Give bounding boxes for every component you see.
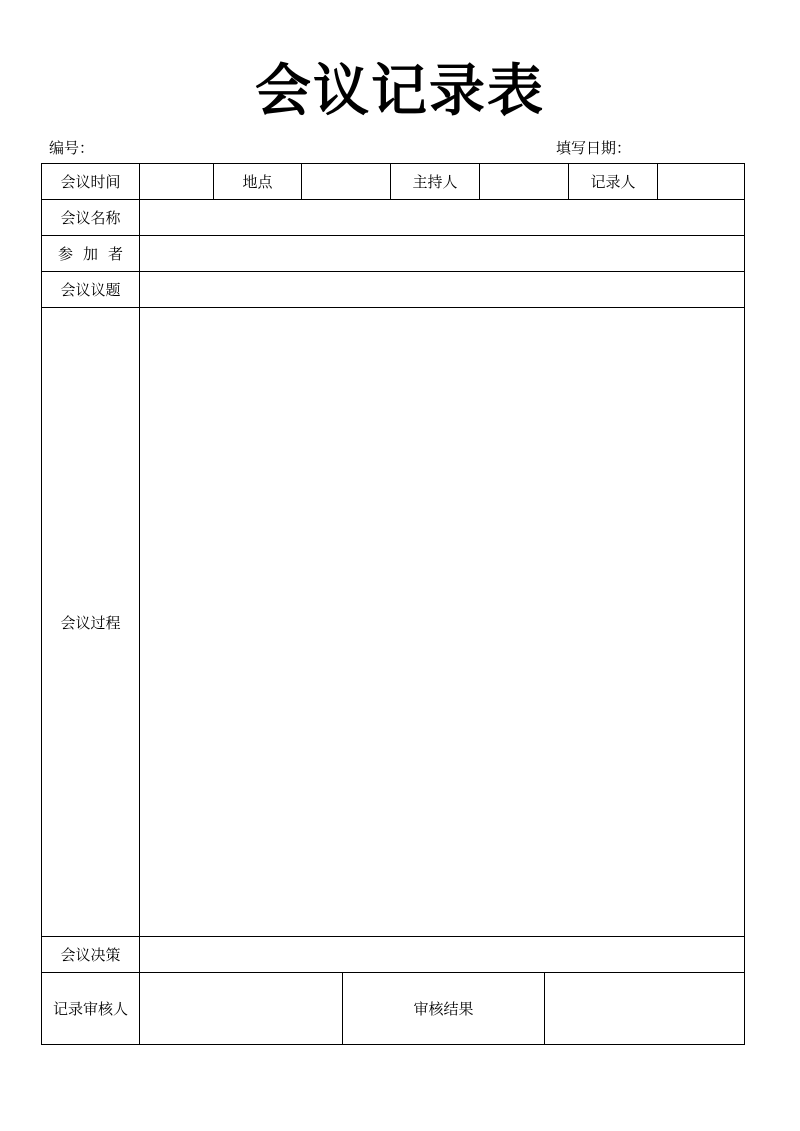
meeting-name-field[interactable] xyxy=(140,200,745,236)
table-row xyxy=(42,308,745,937)
decision-label: 会议决策 xyxy=(42,937,140,973)
table-row xyxy=(42,937,745,973)
process-field[interactable] xyxy=(140,308,745,937)
reviewer-label: 记录审核人 xyxy=(42,973,140,1045)
host-field[interactable] xyxy=(480,164,569,200)
table-row xyxy=(42,272,745,308)
recorder-label: 记录人 xyxy=(569,164,658,200)
meeting-time-field[interactable] xyxy=(140,164,214,200)
table-row xyxy=(42,200,745,236)
decision-field[interactable] xyxy=(140,937,745,973)
review-result-field[interactable] xyxy=(545,973,745,1045)
table-row xyxy=(42,164,745,200)
location-label: 地点 xyxy=(214,164,302,200)
number-label: 编号： xyxy=(49,139,95,157)
meeting-name-label: 会议名称 xyxy=(42,200,140,236)
process-label: 会议过程 xyxy=(42,308,140,937)
location-field[interactable] xyxy=(302,164,391,200)
meeting-time-label: 会议时间 xyxy=(42,164,140,200)
document-title: 会议记录表 xyxy=(255,58,545,124)
topic-field[interactable] xyxy=(140,272,745,308)
review-result-label: 审核结果 xyxy=(343,973,545,1045)
topic-label: 会议议题 xyxy=(42,272,140,308)
table-row xyxy=(42,236,745,272)
host-label: 主持人 xyxy=(391,164,480,200)
meeting-record-table xyxy=(41,163,745,1045)
fill-date-label: 填写日期： xyxy=(556,139,632,157)
participants-field[interactable] xyxy=(140,236,745,272)
participants-label: 参加者 xyxy=(42,236,140,272)
table-row xyxy=(42,973,745,1045)
recorder-field[interactable] xyxy=(658,164,745,200)
reviewer-field[interactable] xyxy=(140,973,343,1045)
